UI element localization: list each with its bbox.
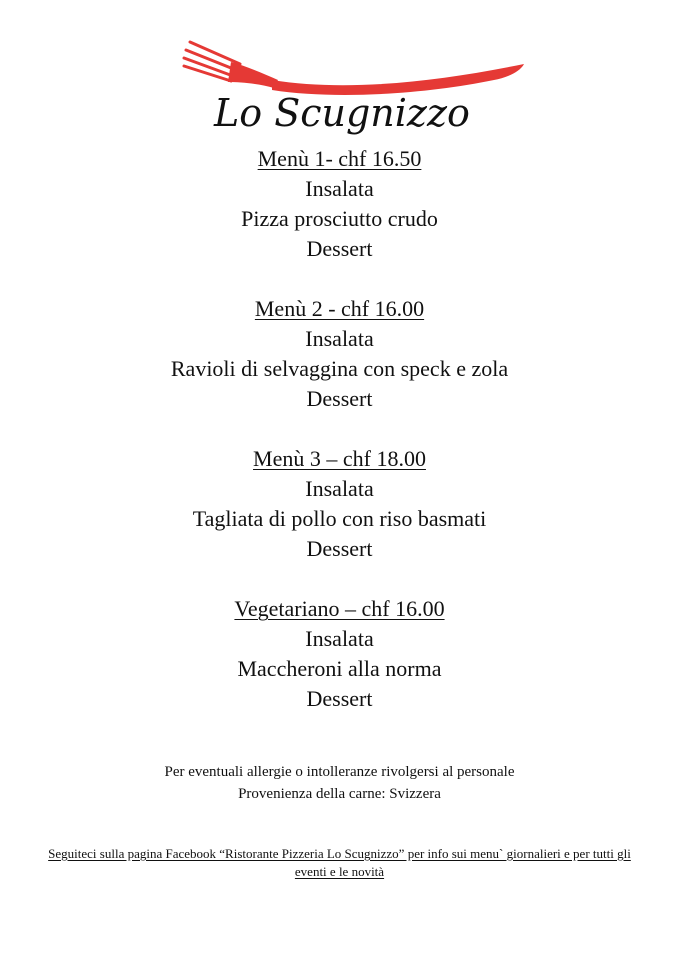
menu-title: Menù 3 – chf 18.00 (253, 446, 426, 471)
meat-origin-note: Provenienza della carne: Svizzera (238, 786, 441, 802)
menu-title: Menù 1- chf 16.50 (257, 146, 422, 171)
menu-title: Vegetariano – chf 16.00 (234, 596, 445, 621)
menu-block-3 (0, 444, 679, 564)
menu-item: Pizza prosciutto crudo (241, 206, 438, 231)
menu-item: Dessert (306, 386, 373, 411)
menu-block-2 (0, 294, 679, 414)
info-notes (0, 761, 679, 805)
menu-item: Ravioli di selvaggina con speck e zola (170, 356, 509, 381)
logo-text: Lo Scugnizzo (214, 91, 470, 135)
menu-item: Tagliata di pollo con riso basmati (192, 506, 487, 531)
facebook-note: Seguiteci sulla pagina Facebook “Ristorante Pizzeria Lo Scugnizzo” per info sui menu` giornalieri e per tutti gli eventi e le novità (48, 846, 631, 879)
menu-item: Insalata (305, 476, 374, 501)
menu-list (0, 144, 679, 744)
menu-item: Dessert (306, 236, 373, 261)
menu-title: Menù 2 - chf 16.00 (254, 296, 425, 321)
menu-block-1 (0, 144, 679, 264)
restaurant-logo (176, 36, 526, 136)
menu-item: Insalata (305, 176, 374, 201)
menu-item: Insalata (305, 626, 374, 651)
menu-block-vegetarian (0, 594, 679, 714)
menu-item: Dessert (306, 686, 373, 711)
menu-item: Dessert (306, 536, 373, 561)
fork-icon (176, 36, 526, 136)
menu-item: Insalata (305, 326, 374, 351)
menu-item: Maccheroni alla norma (237, 656, 442, 681)
allergy-note: Per eventuali allergie o intolleranze rivolgersi al personale (164, 764, 515, 780)
